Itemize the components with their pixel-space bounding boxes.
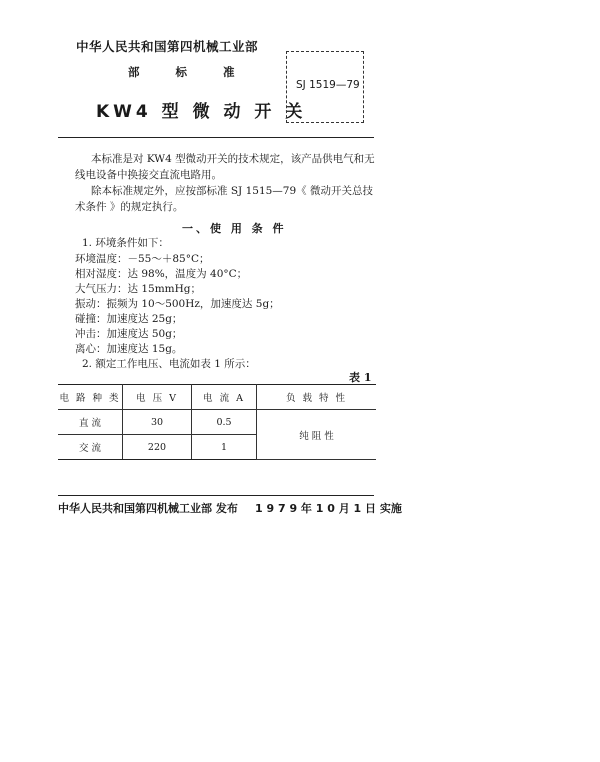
- intro-paragraph-2: 除本标准规定外，应按部标准 SJ 1515—79《 微动开关总技术条件 》的规定执行。: [75, 185, 373, 213]
- condition-temperature: 环境温度：－55～＋85°C；: [75, 253, 210, 265]
- cell-current: 1: [192, 435, 257, 460]
- cell-current: 0.5: [192, 410, 257, 435]
- header-current: 电 流 A: [192, 385, 257, 410]
- list-item: 1. 环境条件如下：: [82, 237, 169, 249]
- footer-divider: [58, 495, 374, 496]
- cell-circuit-type: 直 流: [58, 410, 123, 435]
- list-item: 2. 额定工作电压、电流如表 1 所示：: [82, 358, 256, 370]
- cell-voltage: 220: [123, 435, 192, 460]
- ministry-name: 中华人民共和国第四机械工业部: [76, 39, 259, 54]
- condition-humidity: 相对湿度：达 98%，温度为 40°C；: [75, 268, 248, 280]
- cell-voltage: 30: [123, 410, 192, 435]
- header-divider: [58, 137, 374, 138]
- table-label: 表 1: [349, 371, 372, 384]
- header-voltage: 电 压 V: [123, 385, 192, 410]
- rating-table: [58, 384, 376, 460]
- condition-vibration: 振动：振频为 10～500Hz，加速度达 5g；: [75, 298, 280, 310]
- footer-issuer: 中华人民共和国第四机械工业部 发布: [58, 502, 238, 515]
- standard-label: 部 标 准: [128, 65, 251, 79]
- footer-effective-date: 1 9 7 9 年 1 0 月 1 日 实施: [255, 502, 402, 515]
- table-row: [58, 410, 376, 435]
- cell-load-characteristic: 纯 阻 性: [257, 410, 377, 460]
- condition-pressure: 大气压力：达 15mmHg；: [75, 283, 201, 295]
- condition-bump: 碰撞：加速度达 25g；: [75, 313, 183, 325]
- standard-code: SJ 1519—79: [296, 79, 360, 91]
- condition-shock: 冲击：加速度达 50g；: [75, 328, 183, 340]
- cell-circuit-type: 交 流: [58, 435, 123, 460]
- table-header-row: [58, 385, 376, 410]
- header-circuit-type: 电 路 种 类: [58, 385, 123, 410]
- document-title: KW4 型 微 动 开 关: [96, 102, 307, 122]
- condition-centrifugal: 离心：加速度达 15g。: [75, 343, 183, 355]
- section-title: 一、使 用 条 件: [182, 222, 287, 235]
- intro-paragraph-1: 本标准是对 KW4 型微动开关的技术规定，该产品供电气和无线电设备中换接交直流电路用。: [75, 153, 375, 181]
- header-load-characteristic: 负 载 特 性: [257, 385, 377, 410]
